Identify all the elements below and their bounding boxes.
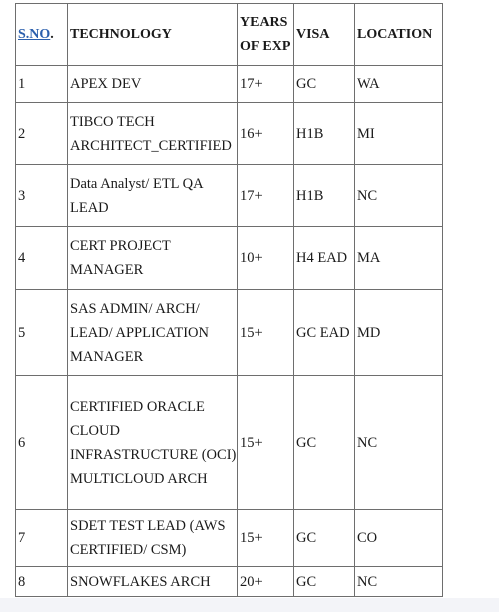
cell-sno: 7 (16, 510, 68, 567)
header-years-line1: YEARS (240, 14, 288, 30)
table-row (16, 376, 443, 510)
sno-link[interactable]: S.NO (18, 26, 51, 42)
cell-sno: 4 (16, 227, 68, 290)
cell-sno: 8 (16, 567, 68, 597)
page-bottom-band (0, 598, 499, 612)
cell-visa: H1B (294, 103, 355, 165)
cell-visa: GC (294, 376, 355, 510)
table-header-row (16, 4, 443, 66)
header-technology: TECHNOLOGY (68, 4, 238, 66)
table-row (16, 510, 443, 567)
table-row (16, 165, 443, 227)
cell-years: 10+ (238, 227, 294, 290)
cell-sno: 2 (16, 103, 68, 165)
cell-location: NC (355, 567, 443, 597)
header-location: LOCATION (355, 4, 443, 66)
cell-visa: H4 EAD (294, 227, 355, 290)
cell-technology: SDET TEST LEAD (AWS CERTIFIED/ CSM) (68, 510, 238, 567)
cell-visa: GC EAD (294, 290, 355, 376)
table-row (16, 567, 443, 597)
header-sno (16, 4, 68, 66)
cell-location: WA (355, 66, 443, 103)
header-years-line2: OF EXP (240, 38, 291, 54)
cell-visa: GC (294, 66, 355, 103)
cell-sno: 5 (16, 290, 68, 376)
table-row (16, 103, 443, 165)
cell-technology: APEX DEV (68, 66, 238, 103)
cell-technology: SNOWFLAKES ARCH (68, 567, 238, 597)
candidates-table (15, 3, 443, 597)
cell-years: 17+ (238, 66, 294, 103)
header-visa: VISA (294, 4, 355, 66)
table-row (16, 66, 443, 103)
cell-technology: CERTIFIED ORACLE CLOUD INFRASTRUCTURE (OCI) MULTICLOUD ARCH (68, 376, 238, 510)
cell-location: MA (355, 227, 443, 290)
header-years (238, 4, 294, 66)
cell-sno: 3 (16, 165, 68, 227)
cell-years: 15+ (238, 510, 294, 567)
cell-location: CO (355, 510, 443, 567)
cell-technology: SAS ADMIN/ ARCH/ LEAD/ APPLICATION MANAGER (68, 290, 238, 376)
cell-location: NC (355, 376, 443, 510)
cell-technology: CERT PROJECT MANAGER (68, 227, 238, 290)
cell-years: 15+ (238, 376, 294, 510)
cell-visa: GC (294, 567, 355, 597)
table-row (16, 227, 443, 290)
cell-years: 16+ (238, 103, 294, 165)
cell-years: 15+ (238, 290, 294, 376)
cell-visa: H1B (294, 165, 355, 227)
cell-sno: 1 (16, 66, 68, 103)
cell-sno: 6 (16, 376, 68, 510)
cell-location: MD (355, 290, 443, 376)
table-row (16, 290, 443, 376)
cell-location: MI (355, 103, 443, 165)
cell-technology: Data Analyst/ ETL QA LEAD (68, 165, 238, 227)
sno-suffix: . (50, 26, 54, 42)
cell-location: NC (355, 165, 443, 227)
cell-visa: GC (294, 510, 355, 567)
cell-years: 17+ (238, 165, 294, 227)
cell-years: 20+ (238, 567, 294, 597)
cell-technology: TIBCO TECH ARCHITECT_CERTIFIED (68, 103, 238, 165)
